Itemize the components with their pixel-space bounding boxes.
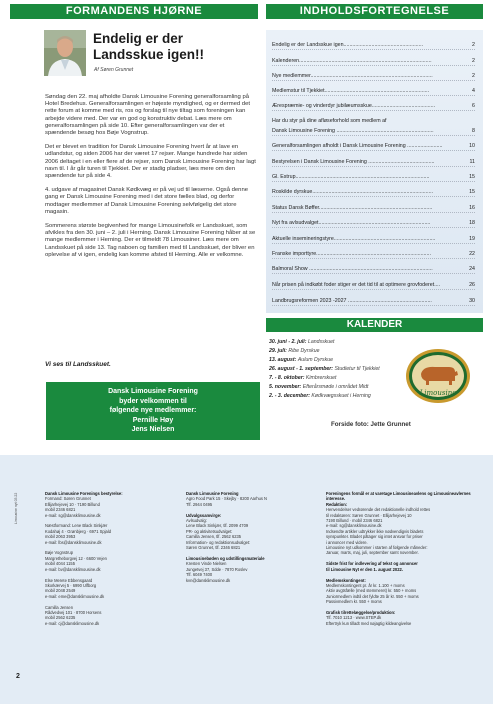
paragraph: 4. udgave af magasinet Dansk Kødkvæg er på vej ud til læserne. Også denne gang er Dansk Limousine Forening med i det store fælles blad, og derfor modtager medlemmer af Dansk Limousine Forening selvfølgelig det store magasin. (45, 187, 249, 215)
cover-photo-credit: Forside foto: Jette Grunnet (331, 421, 411, 428)
footer-mid-list (186, 496, 306, 583)
footer-line: Formand: Søren Grunnet (45, 496, 91, 502)
toc-item[interactable]: Dansk Limousine Forening .................................................................. 8 (272, 128, 475, 134)
toc-item[interactable]: Har du styr på dine afløseforhold som medlem af (272, 118, 387, 124)
toc-item[interactable]: Endelig er der Landsskue igen...................................................... 2 (272, 42, 475, 48)
footer-line: Skorkærvej 5 · 6990 Ulfborg (45, 582, 97, 588)
section-header-formandens-hjorne: FORMANDENS HJØRNE (10, 4, 258, 19)
footer-line: mobil 2346 6821 (45, 507, 76, 513)
calendar-item: 13. august: Aulum Dyrskue (269, 357, 334, 363)
footer-mid-column (186, 491, 306, 583)
footer-board-title: Dansk Limousine Forenings bestyrelse: (45, 491, 123, 496)
toc-item[interactable]: Når prisen på indkøbt foder stiger er det tid til at optimere grovfoderet.... 26 (272, 282, 475, 288)
footer-line: Medlemskontingent: (326, 577, 366, 583)
footer-line: Kresten Vinde Nielsen (186, 561, 227, 567)
footer-board-list (45, 496, 170, 626)
toc-item[interactable]: Landbrugsreformen 2023 -2027 ......................................................... 30 (272, 298, 475, 304)
author-photo (44, 30, 86, 76)
toc-item[interactable]: Balmoral Show .................................................................................... 24 (272, 266, 475, 272)
footer-line: til Limousine Nyt er den 1. august 2022. (326, 566, 403, 572)
footer-line: Margretheborgvej 12 · 6600 Vejen (45, 555, 107, 561)
calendar-item: 2. - 3. december: Kødkvægsskuet i Herning (269, 393, 371, 399)
footer-line: mobil 4044 1155 (45, 561, 75, 567)
footer-mid-title: Dansk Limousine Forening (186, 491, 239, 496)
toc-item[interactable]: Aktuelle inseminering​styre..................................................................... 19 (272, 236, 475, 242)
article-title (93, 31, 263, 63)
footer-line: Tlf. 6049 7400 (186, 572, 213, 578)
footer-line: e-mail: sg@dansklimousine.dk (326, 523, 382, 529)
welcome-line: følgende nye medlemmer: (109, 407, 197, 414)
footer-line: i annoncer med videre. (326, 539, 368, 545)
footer-right-title: Foreningens formål er at varetage Limousineavlens og Limousineavlernes interesse. (326, 491, 471, 502)
footer-line: Kodahøj 4 · Grønbjerg · 6971 Spjald (45, 528, 111, 534)
paragraph: Det er blevet en tradition for Dansk Limousine Forening hvert år at lave en udlandstur, og siden 2006 har der været 17 rejser. Mange hundrede har siden 2006 deltaget i en eller flere af de rejser, som Dansk Limousine Forening har lagt navn til. I år går turen til Tjekkiet. Der er stadig pladser, læs mere om den spændende tur på side 4. (45, 144, 256, 180)
footer-line: Aktiv avgtsfælle (med stemmeret) kr. 550 + moms (326, 588, 417, 594)
welcome-member: Pernille Høy (132, 416, 174, 424)
welcome-line: byder velkommen til (119, 397, 187, 405)
toc-item[interactable]: Medlemstur til Tjekkiet....................................................................... 4 (272, 88, 475, 94)
footer-line: Camilla Jensen (45, 604, 73, 610)
footer-line: e-mail: cj@dansklimousine.dk (45, 620, 100, 626)
page-number: 2 (16, 673, 20, 680)
footer-right-column (326, 491, 484, 626)
toc-item[interactable]: Status Dansk Bøffer............................................................................. 16 (272, 205, 475, 211)
toc-item[interactable]: Nye medlemmer................................................................................... 2 (272, 73, 475, 79)
toc-item[interactable]: Franske importtyre.............................................................................. 22 (272, 251, 475, 257)
footer-line: mobil 2063 3953 (45, 534, 76, 540)
footer-line: Henvendelser vedrørende det redaktionelle indhold rettes (326, 507, 431, 513)
footer-line: til redaktøren: Søren Grunnet · Ellijarhejevej 10 (326, 512, 412, 518)
section-header-kalender: KALENDER (266, 318, 483, 332)
calendar-item: 7. - 8. oktober: Kimbrerskuet (269, 375, 337, 381)
welcome-line: Dansk Limousine Forening (108, 388, 198, 395)
toc-item[interactable]: Kalenderen.......................................................................................... 2 (272, 58, 475, 64)
article-title-line1: Endelig er der (93, 31, 184, 46)
calendar-item: 26. august - 1. september: Studietur til Tjekkiet (269, 366, 380, 372)
toc-item[interactable]: Bestyrelsen i Dansk Limousine Forening ............................................. 11 (272, 159, 475, 165)
calendar-item: 30. juni - 2. juli: Landsskuet (269, 339, 335, 345)
footer-line: mobil 2562 6235 (45, 615, 76, 621)
footer-line: Camilla Jensen, tlf. 2562 6235 (186, 534, 242, 540)
issue-label: Limousine nyt 03.22 (14, 492, 18, 524)
table-of-contents (266, 30, 483, 313)
welcome-member: Jens Nielsen (131, 426, 175, 433)
article-body (45, 94, 257, 266)
footer-line: Redaktion: (326, 501, 348, 507)
footer-line: Tlf. 7010 1213 · www.STEP.dk (326, 615, 382, 621)
paragraph: Søndag den 22. maj afholdte Dansk Limousine Forening generalforsamling på Hotel Bredehus. Generalforsamlingen er højeste myndighed, og er dermed det rette forum at komme med ris, ros og forslag til nye tiltag som foreningen kan arbejde videre med. Der var en god og konstruktiv debat. Læs mere om generalforsamlingen på side 10. Efter generalforsamlingen var der et spændende besøg hos Bøje Vognstrup. (45, 94, 250, 137)
toc-item[interactable]: Generalforsamlingen afholdt i Dansk Limousine Forening ........................ 10 (272, 143, 475, 149)
limousine-logo (405, 348, 471, 404)
article-title-line2: Landsskue igen!! (93, 47, 205, 62)
footer-line: kvn@dansklimousine.dk (186, 577, 231, 583)
footer-line: Limousinebøden og udstillingsmateriale (186, 555, 265, 561)
footer-board-column (45, 491, 170, 626)
footer-line: Juniormedlem indtil det fyldte 25 år kr. 550 + moms (326, 593, 419, 599)
article-author: Af Søren Grunnet (94, 67, 134, 73)
footer-line: Indsendte artikler udtrykker ikke nødvendigvis bladets (326, 528, 424, 534)
footer-line: mobil 2048 2549 (45, 588, 76, 594)
footer-line: Limousine nyt udkommer i starten af følgende måneder: (326, 545, 428, 551)
footer-line: PR- og aktivitetsudvalget: (186, 528, 233, 534)
logo-text: Limousine (419, 389, 457, 397)
footer-line: Lene Black Sinkjær, tlf. 2099 4709 (186, 523, 249, 529)
footer-line: Bøje Vognstrup (45, 550, 73, 556)
footer-line: Søren Grunnet, tlf. 2346 6821 (186, 545, 241, 551)
footer-line: Ellijarhejevej 10 · 7190 Billund (45, 501, 100, 507)
footer-right-list (326, 502, 484, 626)
footer-line: Else Merete Ebbensgaard (45, 577, 93, 583)
calendar-item: 29. juli: Ribe Dyrskue (269, 348, 320, 354)
footer-line: e-mail: sg@dansklimousine.dk (45, 512, 101, 518)
article-signoff: Vi ses til Landsskuet. (45, 361, 111, 368)
footer-line: Sidste frist for indlevering af tekst og annoncer (326, 561, 418, 567)
footer-line: Information- og redaktionsudvalget: (186, 539, 251, 545)
footer-line: Næstformand: Lene Black Sinkjær (45, 523, 108, 529)
toc-item[interactable]: Ærespræmie- og vinderdyr jubilæumsskue........................................... 6 (272, 103, 475, 109)
footer-line: synspunkter. Bladet påtager sig intet ansvar for priser (326, 534, 423, 540)
section-header-indholdsfortegnelse: INDHOLDSFORTEGNELSE (266, 4, 483, 19)
toc-item[interactable]: Gl. Estrup........................................................................................... 15 (272, 174, 475, 180)
calendar-list (269, 338, 397, 401)
toc-item[interactable]: Roskilde dyrskue.................................................................................. 15 (272, 189, 475, 195)
footer-line: Tlf. 2944 0495 (186, 501, 213, 507)
calendar-item: 5. november: Efterårsmøde i området Midt (269, 384, 369, 390)
footer-line: Jungetvej 37, Sdde · 7870 Roslev (186, 566, 248, 572)
footer-line: e-mail: lbs@dansklimousine.dk (45, 539, 102, 545)
welcome-box (46, 382, 260, 440)
footer-line: Medlemskontingent pr. år kr. 1.100 + moms (326, 582, 405, 588)
footer-line: e-mail: bv@dansklimousine.dk (45, 566, 101, 572)
footer-line: e-mail: eme@dansklimousine.dk (45, 593, 105, 599)
paragraph: Sommerens største begivenhed for mange Limousinefolk er Landsskuet, som afvikles fra den 30. juni – 2. juli i Herning. Dansk Limousine Forening håber at se mange medlemmer i Herning. Der er tilmeldt 78 Limousiner. Læs mere om Landsskuet på side 13. Tag naboen og familien med til Landsskuet, der bliver en oplevelse af vi igen, endelig kan komme afsted til Herning. Alle er velkomne. (45, 223, 256, 258)
footer-line: Rådvedvej 101 · 8700 Horsens (45, 609, 102, 615)
footer-line: 7190 Billund · mobil 2346 6821 (326, 518, 383, 524)
footer-line: Passivmedlem kr. 550 + moms (326, 599, 382, 605)
footer-line: Agro Food Park 15 · Skejby · 8200 Aarhus N (186, 496, 268, 502)
footer-line: Januar, marts, maj, juli, september samt november. (326, 550, 419, 556)
footer-line: Eftertryk kun tilladt med nøjagtig kildeangivelse (326, 620, 412, 626)
footer-line: Udvalgssamvirge: (186, 512, 222, 518)
footer-line: Avlsudvalg: (186, 518, 207, 524)
footer-line: Grafisk tilrettelæggelse/produktion: (326, 609, 396, 615)
toc-item[interactable]: Nyt fra avlsudvalget............................................................................ 18 (272, 220, 475, 226)
